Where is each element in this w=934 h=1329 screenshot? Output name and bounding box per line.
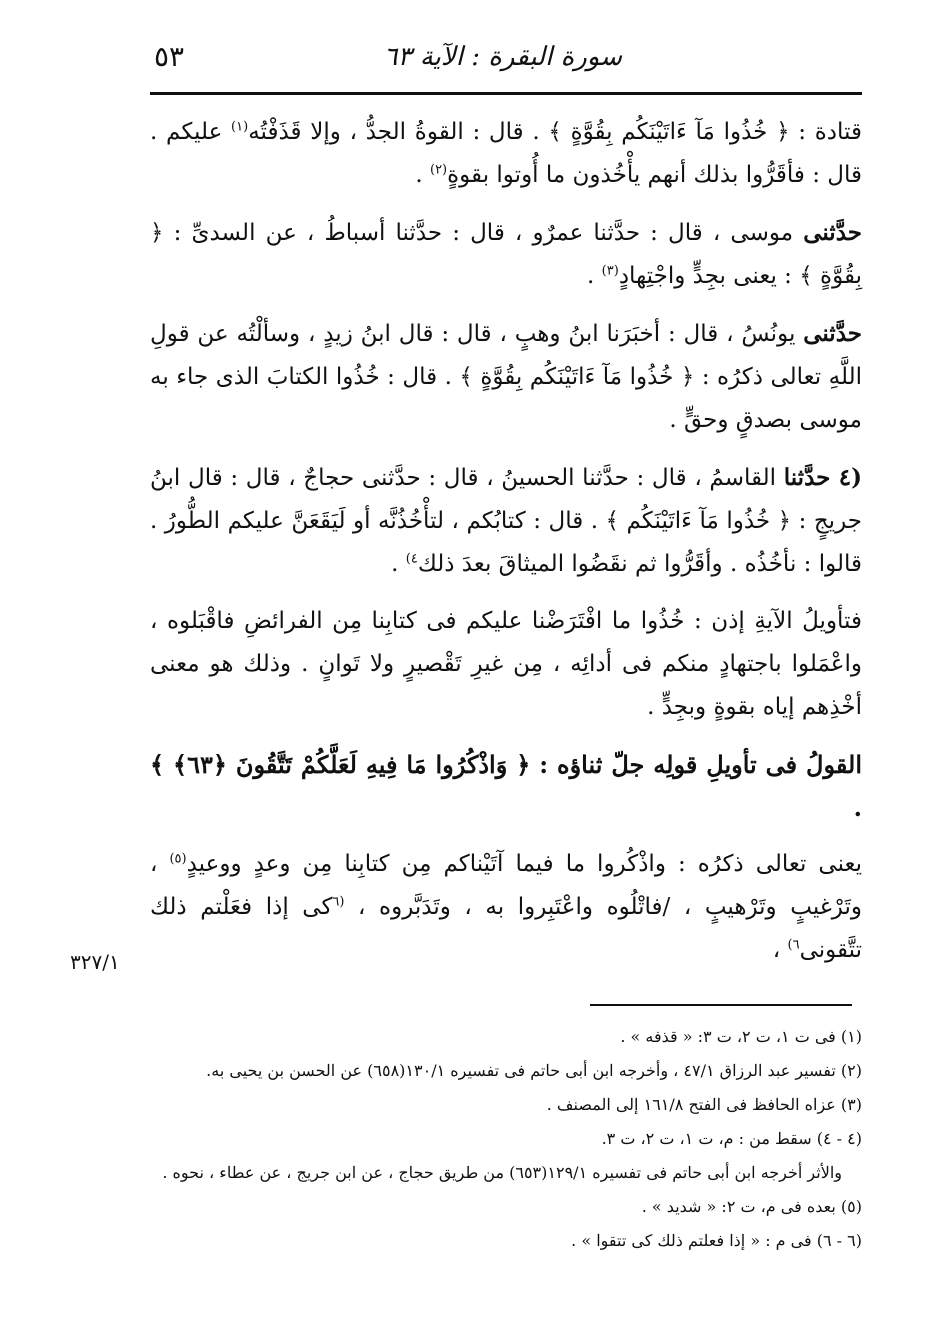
paragraph-end: كى إذا فعَلْتم ذلك تتَّقونى [150, 894, 862, 963]
footnotes [150, 1020, 862, 1258]
paragraph-text: فتأويلُ الآيةِ إذن : خُذُوا ما افْتَرَضْنا عليكم فى كتابِنا مِن الفرائضِ فاقْبَلوه ، واعْمَلوا باجتهادٍ منكم فى أدائِه ، مِن غيرِ تَقْصيرٍ ولا تَوانٍ . وذلك هو معنى أخْذِهم إياه بقوةٍ وبجِدٍّ . [150, 608, 862, 720]
section-heading: القولُ فى تأويلِ قولِه جلّ ثناؤه : ﴿ وَاذْكُرُوا مَا فِيهِ لَعَلَّكُمْ تَتَّقُونَ ﴿٦٣﴾ ﴾ . [150, 750, 862, 822]
paragraph-text: قتادة : ﴿ خُذُوا مَآ ءَاتَيْنَكُم بِقُوَّةٍ ﴾ . قال : القوةُ الجدُّ ، وإلا قَذَفْتُه [248, 119, 862, 145]
paragraph-4 [150, 456, 862, 586]
page-number: ٥٣ [154, 40, 185, 73]
footnote-4: (٤ - ٤) سقط من : م، ت ١، ت ٢، ت ٣. [601, 1129, 862, 1148]
footnote-4-continuation: والأثر أخرجه ابن أبى حاتم فى تفسيره ١٢٩/١(٦٥٣) من طريق حجاج ، عن ابن جريج ، عن عطاء ، نحوه . [162, 1163, 842, 1182]
paragraph-tail: . [391, 551, 406, 577]
footnote-1: (١) فى ت ١، ت ٢، ت ٣: « قذفه » . [620, 1027, 862, 1046]
main-text [150, 110, 862, 986]
page-header [150, 30, 862, 90]
paragraph-1 [150, 110, 862, 197]
paragraph-6 [150, 843, 862, 972]
margin-reference: ٣٢٧/١ [70, 950, 120, 974]
footnote-marker: (١) [231, 119, 249, 135]
paragraph-tail: . [587, 263, 602, 289]
paragraph-text: القاسمُ ، قال : حدَّثنا الحسينُ ، قال : حدَّثنى حجاجٌ ، قال : قال ابنُ جريجٍ : ﴿ خُذُوا مَآ ءَاتَيْنَكُم ﴾ . قال : كتابُكم ، لتأْخُذُنَّه أو لَيَقَعَنَّ عليكم الطُّورُ . قالوا : نأخُذُه . وأقَرُّوا ثم نقَضُوا الميثاقَ بعدَ ذلك [150, 465, 862, 577]
paragraph-lead: (٤ حدَّثنا [783, 464, 862, 491]
paragraph-lead: حدَّثنى [803, 320, 862, 347]
paragraph-text: موسى ، قال : حدَّثنا عمرٌو ، قال : حدَّثنا أسباطُ ، عن السدىِّ : ﴿ بِقُوَّةٍ ﴾ : يعنى بجِدٍّ واجْتِهادٍ [150, 220, 862, 289]
footnote-marker: ٤) [405, 551, 418, 567]
footnote-marker: (٥) [169, 851, 187, 867]
paragraph-2 [150, 211, 862, 298]
footnote-5: (٥) بعده فى م، ت ٢: « شديد » . [641, 1197, 862, 1216]
footnote-marker: (٢) [429, 162, 448, 178]
footnote-2: (٢) تفسير عبد الرزاق ٤٧/١ ، وأخرجه ابن أبى حاتم فى تفسيره ١٣٠/١(٦٥٨) عن الحسن بن يحيى به. [206, 1061, 862, 1080]
paragraph-tail: ، وتَرْغيبٍ وتَرْهيبٍ ، /فاتْلُوه واعْتَبِروا به ، وتَدَبَّروه ، [150, 851, 862, 920]
footnote-marker: ٦) [787, 937, 800, 953]
footnote-3: (٣) عزاه الحافظ فى الفتح ١٦١/٨ إلى المصنف . [546, 1095, 862, 1114]
paragraph-3 [150, 312, 862, 442]
paragraph-text: يونُسُ ، قال : أخبَرَنا ابنُ وهبٍ ، قال : قال ابنُ زيدٍ ، وسألْتُه عن قولِ اللَّهِ تعالى ذكرُه : ﴿ خُذُوا مَآ ءَاتَيْنَكُم بِقُوَّةٍ ﴾ . قال : خُذُوا الكتابَ الذى جاء به موسى بصدقٍ وحقٍّ . [150, 321, 862, 433]
paragraph-end: . [415, 162, 430, 188]
paragraph-end: ، [772, 937, 788, 963]
footnote-marker: (٣) [601, 263, 619, 279]
paragraph-text: يعنى تعالى ذكرُه : واذْكُروا ما فيما آتَيْناكم مِن كتابِنا مِن وعدٍ ووعيدٍ [186, 851, 863, 877]
header-rule [150, 92, 862, 95]
footnote-6: (٦ - ٦) فى م : « إذا فعلتم ذلك كى تتقوا » . [571, 1231, 862, 1250]
paragraph-tail: عليكم . قال : فأقَرُّوا بذلك أنهم يأْخُذون ما أُوتوا بقوةٍ [150, 119, 862, 188]
footnote-marker: (٦ [332, 894, 345, 910]
running-title: سورة البقرة : الآية ٦٣ [383, 42, 622, 72]
footnote-rule [590, 1004, 852, 1006]
paragraph-5 [150, 600, 862, 729]
paragraph-lead: حدَّثنى [803, 219, 862, 246]
